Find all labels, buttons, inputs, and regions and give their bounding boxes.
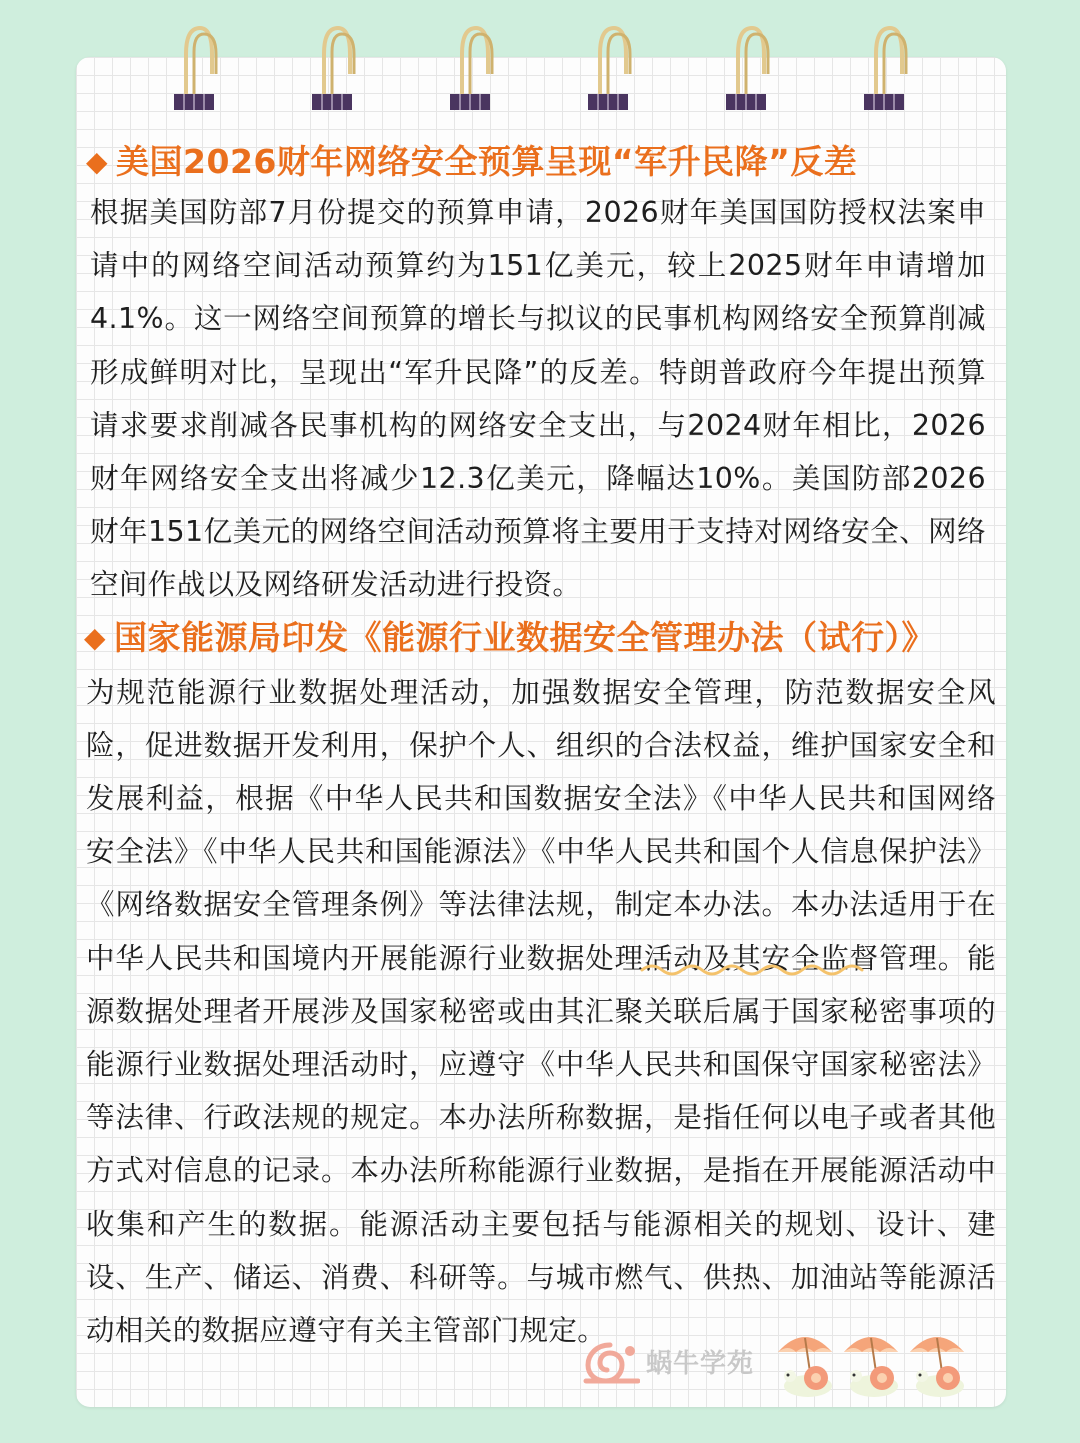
section-heading [86,138,1006,186]
section-title: 国家能源局印发《能源行业数据安全管理办法（试行）》 [114,617,936,657]
binder-ring-icon [582,14,642,114]
section-title: 美国2026财年网络安全预算呈现“军升民降”反差 [116,142,858,181]
binder-ring-icon [720,14,780,114]
binder-ring-icon [444,14,504,114]
binder-ring-icon [858,14,918,114]
snail-mascot-icon [836,1328,906,1400]
diamond-bullet-icon: ◆ [86,145,109,178]
section-heading [84,614,1006,662]
binder-ring-icon [306,14,366,114]
article-content [86,138,1006,1357]
snail-logo-icon [582,1337,640,1385]
brand-name: 蜗牛学苑 [646,1348,755,1379]
section-body: 根据美国防部7月份提交的预算申请，2026财年美国国防授权法案申请中的网络空间活动预算约为151亿美元，较上2025财年申请增加4.1%。这一网络空间预算的增长与拟议的民事机构网络安全预算削减形成鲜明对比，呈现出“军升民降”的反差。特朗普政府今年提出预算请求要求削减各民事机构的网络安全支出，与2024财年相比，2026财年网络安全支出将减少12.3亿美元，降幅达10%。美国防部2026 财年151亿美元的网络空间活动预算将主要用于支持对网络安全、网络空间作战以及网络研发活动进行投资。 [90,196,986,602]
diamond-bullet-icon: ◆ [84,620,107,654]
wavy-underline-decoration [640,958,880,978]
section-body: 为规范能源行业数据处理活动，加强数据安全管理，防范数据安全风险，促进数据开发利用，保护个人、组织的合法权益，维护国家安全和发展利益，根据《中华人民共和国数据安全法》《中华人民共和国网络安全法》《中华人民共和国能源法》《中华人民共和国个人信息保护法》《网络数据安全管理条例》等法律法规，制定本办法。本办法适用于在中华人民共和国境内开展能源行业数据处理活动及其安全监督管理。能源数据处理者开展涉及国家秘密或由其汇聚关联后属于国家秘密事项的能源行业数据处理活动时，应遵守《中华人民共和国保守国家秘密法》等法律、行政法规的规定。本办法所称数据，是指任何以电子或者其他方式对信息的记录。本办法所称能源行业数据，是指在开展能源活动中收集和产生的数据。能源活动主要包括与能源相关的规划、设计、建设、生产、储运、消费、科研等。与城市燃气、供热、加油站等能源活动相关的数据应遵守有关主管部门规定。 [86,675,996,1348]
snail-mascot-icon [902,1328,972,1400]
binder-ring-icon [168,14,228,114]
snail-mascot-icon [770,1328,840,1400]
